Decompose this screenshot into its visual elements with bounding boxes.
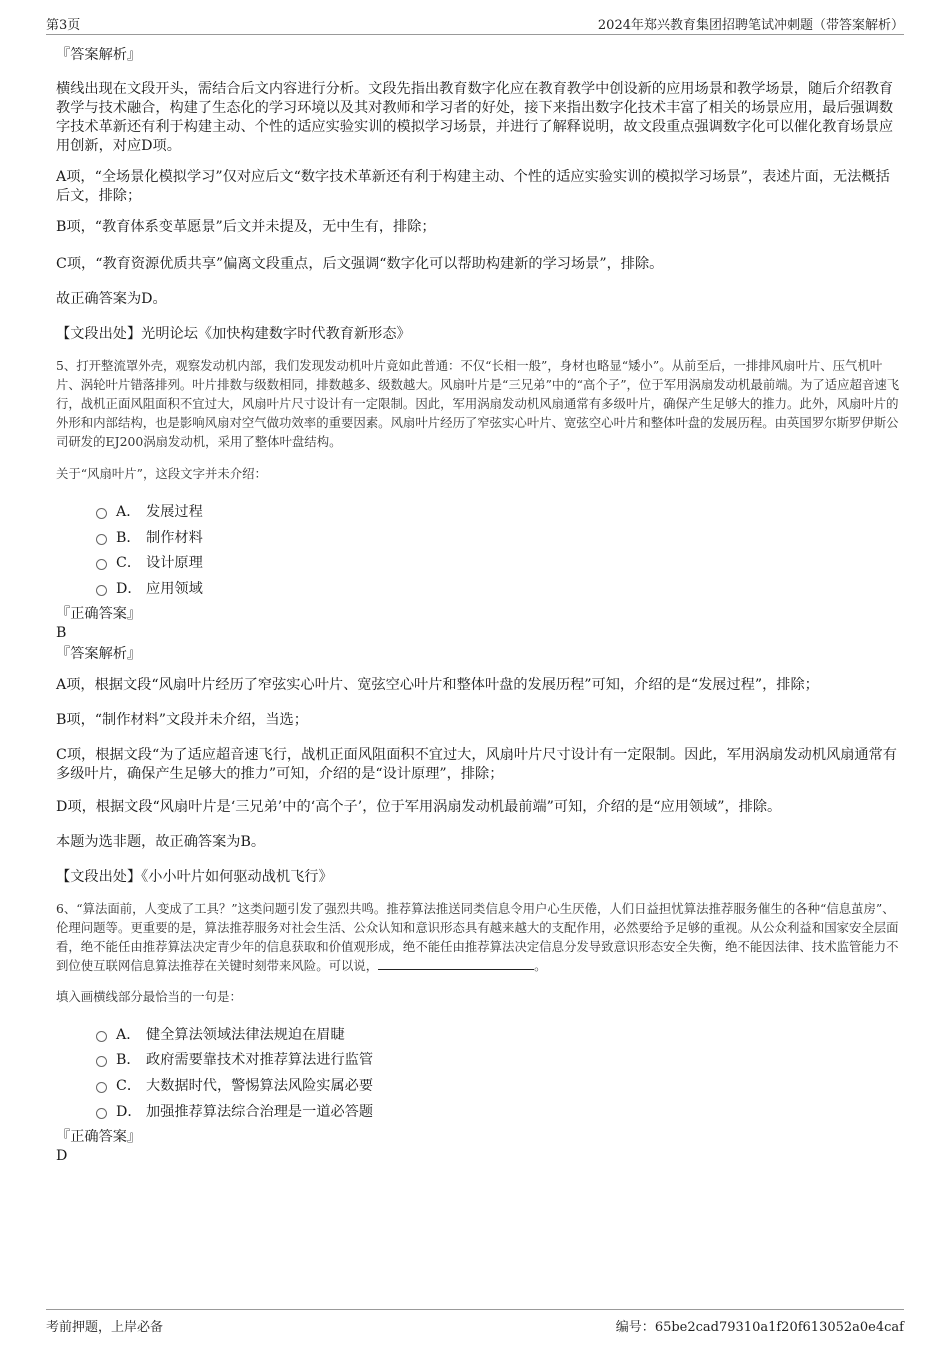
q6-stem: 6、“算法面前，人变成了工具？”这类问题引发了强烈共鸣。推荐算法推送同类信息令用户心生厌倦，人们日益担忧算法推荐服务催生的各种“信息茧房”、伦理问题等。更重要的是，算法推荐服务对社会生活、公众认知和意识形态具有越来越大的支配作用，必然要给予足够的重视。从公众利益和国家安全层面看，绝不能任由推荐算法决定青少年的信息获取和价值观形成，绝不能任由推荐算法决定信息分发导致意识形态安全失衡，绝不能因法律、技术监管能力不到位使互联网信息算法推荐在关键时刻带来风险。可以说， 。 <box>56 900 899 973</box>
q6-answer: D <box>56 1147 68 1164</box>
q6-answer-heading: 『正确答案』 <box>56 1128 142 1145</box>
q5-answer-heading: 『正确答案』 <box>56 605 142 622</box>
q5-stem: 5、打开整流罩外壳，观察发动机内部，我们发现发动机叶片竟如此普通：不仅“长相一般”，身材也略显“矮小”。从前至后，一排排风扇叶片、压气机叶片、涡轮叶片错落排列。叶片排数与级数相同，排数越多、级数越大。风扇叶片是“三兄弟”中的“高个子”，位于军用涡扇发动机最前端。为了适应超音速飞行，战机正面风阻面积不宜过大，风扇叶片尺寸设计有一定限制。因此，军用涡扇发动机风扇通常有多级叶片，确保产生足够大的推力。此外，风扇叶片的外形和内部结构，也是影响风扇对空气做功效率的重要因素。风扇叶片经历了窄弦实心叶片、宽弦空心叶片和整体叶盘的发展历程。由英国罗尔斯罗伊斯公司研发的EJ200涡扇发动机，采用了整体叶盘结构。 <box>56 358 900 449</box>
q5-option-a-analysis: A项，根据文段“风扇叶片经历了窄弦实心叶片、宽弦空心叶片和整体叶盘的发展历程”可知，介绍的是“发展过程”，排除； <box>56 676 819 693</box>
q4-option-c-analysis: C项，“教育资源优质共享”偏离文段重点，后文强调“数字化可以帮助构建新的学习场景”，排除。 <box>56 256 664 272</box>
radio-icon[interactable] <box>96 508 107 519</box>
footer-slogan: 考前押题，上岸必备 <box>46 1320 164 1335</box>
radio-icon[interactable] <box>96 1031 107 1042</box>
q5-option-c[interactable]: C． 设计原理 <box>56 551 902 577</box>
q5-question: 关于“风扇叶片”，这段文字并未介绍： <box>56 466 267 481</box>
q5-option-b[interactable]: B． 制作材料 <box>56 526 902 552</box>
q6-options <box>56 1023 902 1126</box>
q4-analysis-heading: 『答案解析』 <box>56 47 142 63</box>
document-title: 2024年郑兴教育集团招聘笔试冲刺题（带答案解析） <box>597 18 904 33</box>
q6-option-c[interactable]: C． 大数据时代，警惕算法风险实属必要 <box>56 1074 902 1100</box>
q5-conclusion: 本题为选非题，故正确答案为B。 <box>56 833 266 850</box>
radio-icon[interactable] <box>96 1108 107 1119</box>
page-footer <box>46 1309 904 1336</box>
q4-option-b-analysis: B项，“教育体系变革愿景”后文并未提及，无中生有，排除； <box>56 219 436 235</box>
radio-icon[interactable] <box>96 534 107 545</box>
q6-option-a[interactable]: A． 健全算法领域法律法规迫在眉睫 <box>56 1023 902 1049</box>
q5-source: 【文段出处】《小小叶片如何驱动战机飞行》 <box>56 868 333 885</box>
page-header <box>46 14 904 35</box>
q5-option-d-analysis: D项，根据文段“风扇叶片是‘三兄弟’中的‘高个子’，位于军用涡扇发动机最前端”可知，介绍的是“应用领域”，排除。 <box>56 798 782 815</box>
q5-options <box>56 500 902 603</box>
radio-icon[interactable] <box>96 559 107 570</box>
q6-option-b[interactable]: B． 政府需要靠技术对推荐算法进行监管 <box>56 1048 902 1074</box>
document-code: 编号：65be2cad79310a1f20f613052a0e4caf <box>615 1320 904 1335</box>
q5-option-b-analysis: B项，“制作材料”文段并未介绍，当选； <box>56 711 308 728</box>
q5-option-c-analysis: C项，根据文段“为了适应超音速飞行，战机正面风阻面积不宜过大，风扇叶片尺寸设计有一定限制。因此，军用涡扇发动机风扇通常有多级叶片，确保产生足够大的推力”可知，介绍的是“设计原理”，排除； <box>56 746 897 782</box>
radio-icon[interactable] <box>96 585 107 596</box>
q5-analysis-heading: 『答案解析』 <box>56 645 142 662</box>
q4-analysis-text: 横线出现在文段开头，需结合后文内容进行分析。文段先指出教育数字化应在教育教学中创设新的应用场景和教学场景，随后介绍教育教学与技术融合，构建了生态化的学习环境以及其对教师和学习者的好处，接下来指出数字化技术丰富了相关的场景应用，最后强调数字技术革新还有利于构建主动、个性的适应实验实训的模拟学习场景，并进行了解释说明，故文段重点强调数字化可以催化教育场景应用创新，对应D项。 <box>56 81 894 154</box>
q6-question: 填入画横线部分最恰当的一句是： <box>56 988 242 1004</box>
radio-icon[interactable] <box>96 1056 107 1067</box>
radio-icon[interactable] <box>96 1082 107 1093</box>
page-number: 第3页 <box>46 18 81 33</box>
q5-answer: B <box>56 624 67 641</box>
q4-conclusion: 故正确答案为D。 <box>56 291 167 307</box>
q5-option-d[interactable]: D． 应用领域 <box>56 577 902 603</box>
q4-option-a-analysis: A项，“全场景化模拟学习”仅对应后文“数字技术革新还有利于构建主动、个性的适应实验实训的模拟学习场景”，表述片面，无法概括后文，排除； <box>56 169 890 204</box>
fill-blank-line <box>378 957 534 970</box>
page-content <box>56 46 902 1166</box>
q5-option-a[interactable]: A． 发展过程 <box>56 500 902 526</box>
q4-source: 【文段出处】光明论坛《加快构建数字时代教育新形态》 <box>56 326 411 342</box>
q6-option-d[interactable]: D． 加强推荐算法综合治理是一道必答题 <box>56 1100 902 1126</box>
